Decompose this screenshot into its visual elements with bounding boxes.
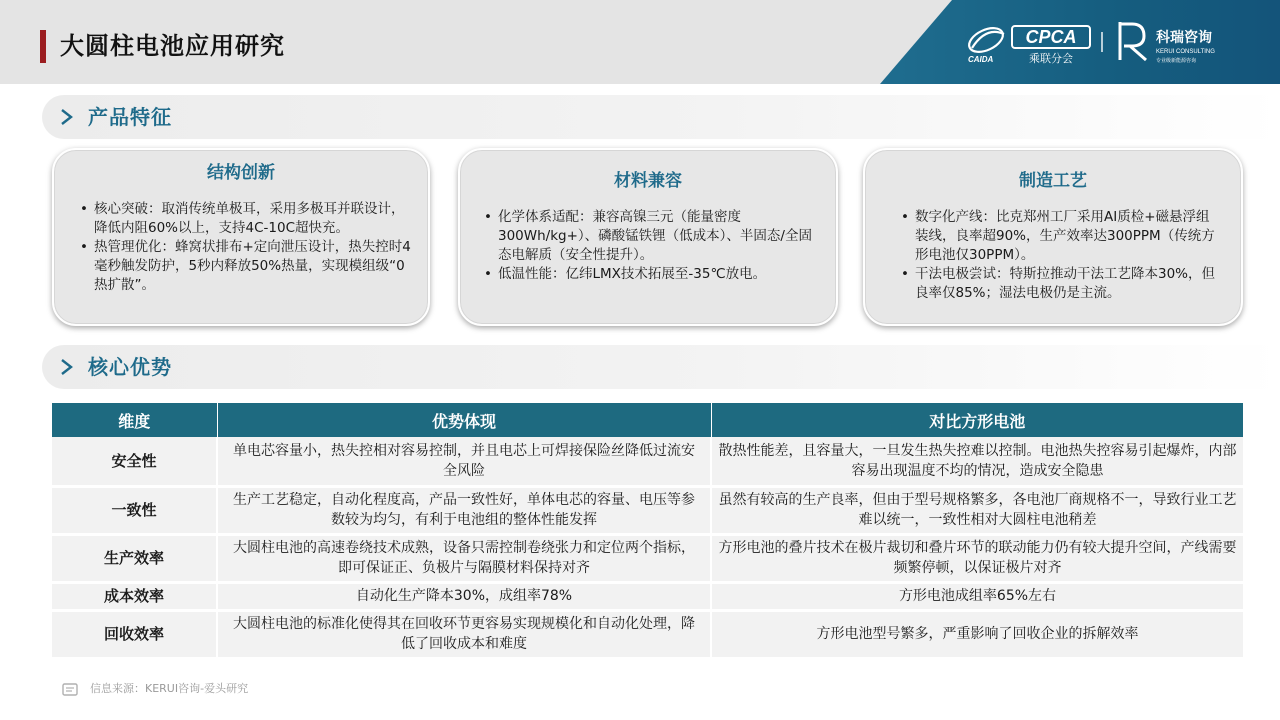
table-cell-comparison: 方形电池成组率65%左右 [711, 582, 1243, 610]
feature-card-manufacturing [863, 148, 1243, 326]
column-header: 对比方形电池 [711, 403, 1243, 437]
cpca-logo-text: CPCA [1025, 27, 1077, 47]
card-bullet: • 热管理优化：蜂窝状排布+定向泄压设计，热失控时4毫秒触发防护，5秒内释放50%热量，实现模组级“0热扩散”。 [76, 238, 416, 295]
table-cell-comparison: 方形电池的叠片技术在极片裁切和叠片环节的联动能力仍有较大提升空间，产线需要频繁停顿，以保证极片对齐 [711, 534, 1243, 582]
table-cell-advantage: 单电芯容量小，热失控相对容易控制，并且电芯上可焊接保险丝降低过流安全风险 [217, 437, 711, 486]
table-row [52, 582, 1243, 610]
card-title: 结构创新 [207, 163, 275, 183]
table-row [52, 486, 1243, 534]
logo-divider [1101, 32, 1103, 52]
table-cell-dimension: 一致性 [52, 486, 217, 534]
table-cell-comparison: 散热性能差，且容量大，一旦发生热失控难以控制。电池热失控容易引起爆炸，内部容易出现温度不均的情况，造成安全隐患 [711, 437, 1243, 486]
card-title: 材料兼容 [614, 171, 682, 191]
kerui-logo-en: KERUI CONSULTING [1156, 49, 1215, 55]
column-header: 维度 [52, 403, 217, 437]
card-bullet: • 干法电极尝试：特斯拉推动干法工艺降本30%，但良率仅85%；湿法电极仍是主流。 [897, 265, 1222, 303]
chevron-right-icon [60, 358, 74, 376]
table-cell-advantage: 生产工艺稳定，自动化程度高，产品一致性好，单体电芯的容量、电压等参数较为均匀，有利于电池组的整体性能发挥 [217, 486, 711, 534]
document-icon [62, 682, 78, 696]
card-bullet-list [76, 200, 416, 295]
section-heading-features [42, 95, 1280, 139]
card-bullet: • 核心突破：取消传统单极耳，采用多极耳并联设计，降低内阻60%以上，支持4C-10C超快充。 [76, 200, 416, 238]
chevron-right-icon [60, 108, 74, 126]
table-row [52, 610, 1243, 658]
table-cell-advantage: 大圆柱电池的高速卷绕技术成熟，设备只需控制卷绕张力和定位两个指标，即可保证正、负极片与隔膜材料保持对齐 [217, 534, 711, 582]
kerui-logo [1114, 18, 1264, 66]
section-heading-text: 产品特征 [88, 105, 172, 129]
card-bullet: • 化学体系适配：兼容高镍三元（能量密度300Wh/kg+）、磷酸锰铁锂（低成本）、半固态/全固态电解质（安全性提升）。 [480, 208, 825, 265]
table-cell-dimension: 安全性 [52, 437, 217, 486]
table-cell-dimension: 回收效率 [52, 610, 217, 658]
card-bullet-list [480, 208, 825, 284]
column-header: 优势体现 [217, 403, 711, 437]
card-title: 制造工艺 [1019, 171, 1087, 191]
source-text: 信息来源：KERUI咨询-爱头研究 [90, 682, 249, 695]
table-cell-advantage: 自动化生产降本30%，成组率78% [217, 582, 711, 610]
table-cell-comparison: 虽然有较高的生产良率，但由于型号规格繁多，各电池厂商规格不一，导致行业工艺难以统一，一致性相对大圆柱电池稍差 [711, 486, 1243, 534]
card-bullet: • 数字化产线：比克郑州工厂采用AI质检+磁悬浮组装线，良率超90%，生产效率达300PPM（传统方形电池仅30PPM）。 [897, 208, 1222, 265]
kerui-logo-name: 科瑞咨询 [1156, 30, 1212, 46]
table-cell-dimension: 生产效率 [52, 534, 217, 582]
card-bullet-list [897, 208, 1222, 303]
table-cell-comparison: 方形电池型号繁多，严重影响了回收企业的拆解效率 [711, 610, 1243, 658]
table-row [52, 534, 1243, 582]
card-bullet: • 低温性能：亿纬LMX技术拓展至-35℃放电。 [480, 265, 825, 284]
header [0, 0, 1280, 84]
comparison-table [52, 403, 1243, 660]
table-cell-dimension: 成本效率 [52, 582, 217, 610]
cpca-logo-sub: 乘联分会 [1029, 52, 1073, 65]
section-heading-advantages [42, 345, 1280, 389]
table-header-row [52, 403, 1243, 437]
feature-card-materials [458, 148, 838, 326]
kerui-logo-tagline: 专业级新能源咨询 [1156, 58, 1197, 64]
table-row [52, 437, 1243, 486]
table-cell-advantage: 大圆柱电池的标准化使得其在回收环节更容易实现规模化和自动化处理，降低了回收成本和难度 [217, 610, 711, 658]
cpca-logo [964, 18, 1094, 68]
page-title: 大圆柱电池应用研究 [60, 32, 285, 60]
title-accent-bar [40, 30, 46, 63]
section-heading-text: 核心优势 [88, 355, 172, 379]
feature-card-structure [52, 148, 430, 326]
cpca-logo-mark: CAIDA [968, 55, 994, 64]
